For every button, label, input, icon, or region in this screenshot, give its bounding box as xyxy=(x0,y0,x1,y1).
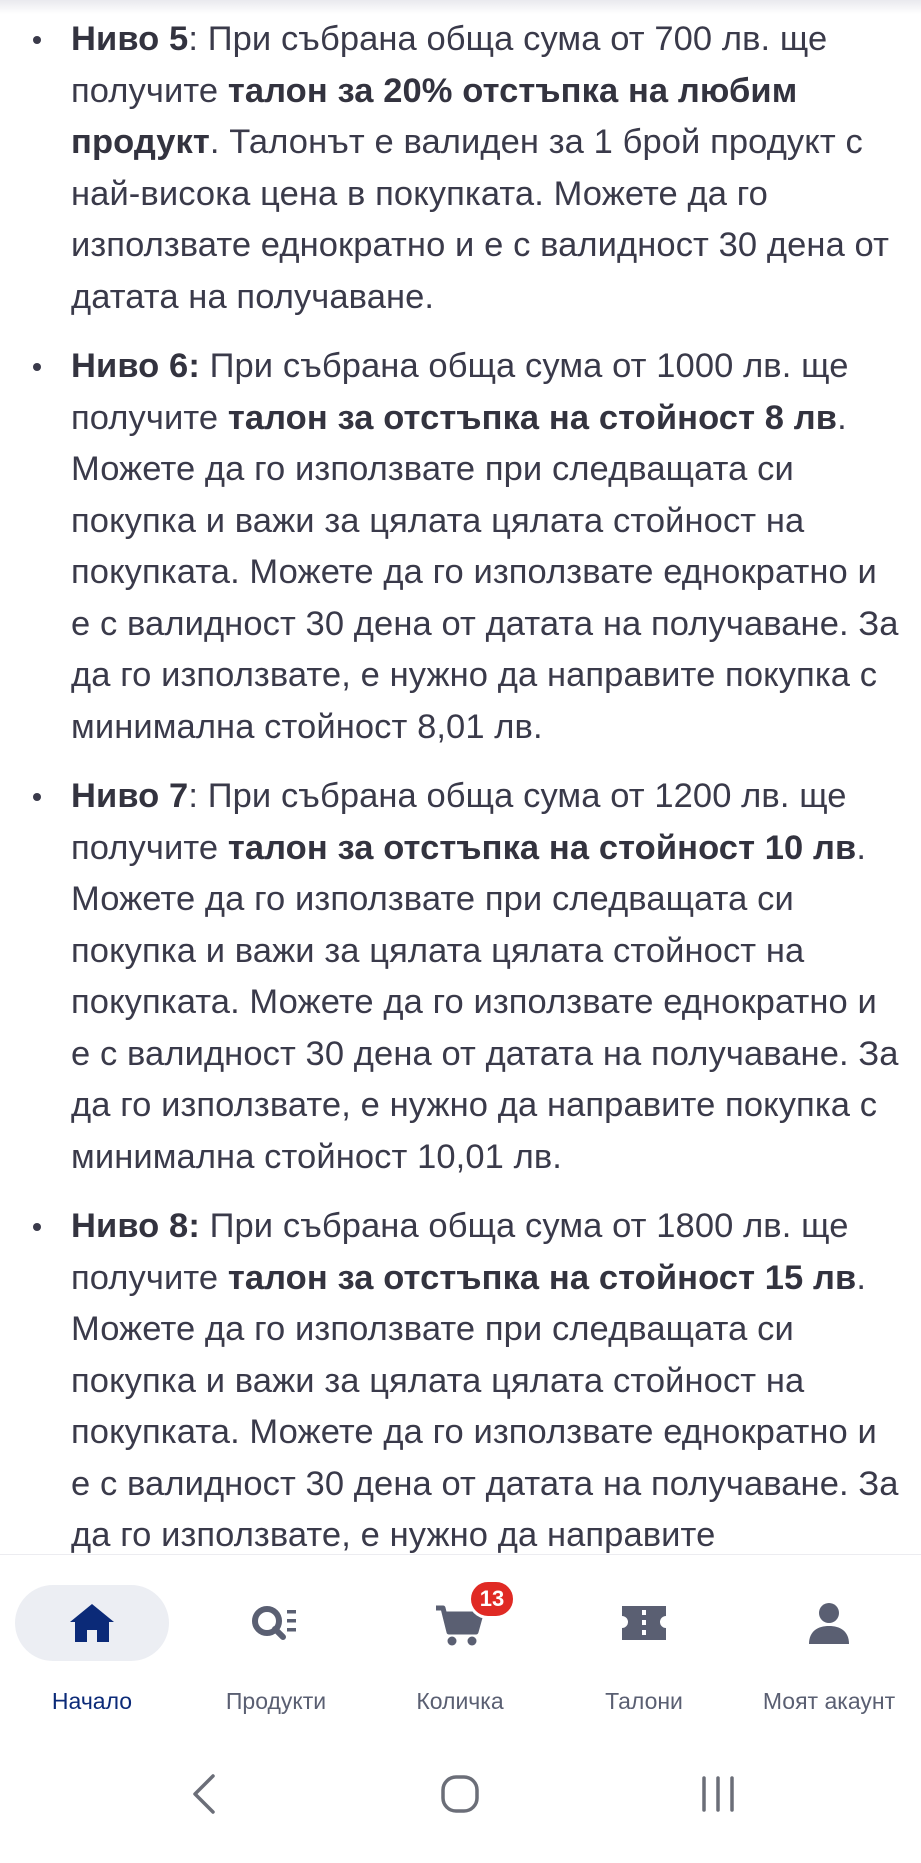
nav-home-label: Начало xyxy=(51,1688,133,1714)
level-label: Ниво 5 xyxy=(71,20,189,58)
bullet-dot xyxy=(33,793,41,801)
level-text-end: . Можете да го използвате при следващата си покупка и важи за цялата цялата стойност на покупката. Можете да го използвате еднократно и е с валидност 30 дена от датата на получаване. За да го използвате, е нужно да направите xyxy=(71,1258,899,1554)
level-item-8 xyxy=(0,1201,921,1554)
bottom-navigation xyxy=(0,1554,921,1725)
bullet-dot xyxy=(33,363,41,371)
level-label: Ниво 8: xyxy=(71,1207,200,1245)
level-text-start: При събрана обща сума от 1000 лв. ще получите xyxy=(71,347,849,437)
nav-coupons[interactable] xyxy=(552,1555,736,1725)
level-separator xyxy=(200,1207,210,1245)
level-separator xyxy=(200,347,210,385)
level-reward: талон за отстъпка на стойност 15 лв xyxy=(227,1258,857,1297)
nav-cart-label: Количка xyxy=(416,1688,504,1714)
system-navigation-bar xyxy=(0,1724,921,1863)
nav-coupons-label: Талони xyxy=(605,1688,683,1714)
level-item-5 xyxy=(0,14,921,323)
bullet-dot xyxy=(33,36,41,44)
nav-cart[interactable] xyxy=(368,1555,552,1725)
level-text-end: . Можете да го използвате при следващата си покупка и важи за цялата цялата стойност на покупката. Можете да го използвате еднократно и е с валидност 30 дена от датата на получаване. За да го използвате, е нужно да направите покупка с минимална стойност 10,01 лв. xyxy=(71,828,899,1176)
level-text-end: . Можете да го използвате при следващата си покупка и важи за цялата цялата стойност на покупката. Можете да го използвате еднократно и е с валидност 30 дена от датата на получаване. За да го използвате, е нужно да направите покупка с минимална стойност 8,01 лв. xyxy=(71,398,899,746)
level-text-start: При събрана обща сума от 700 лв. ще получите xyxy=(71,20,828,110)
level-reward: талон за отстъпка на стойност 10 лв xyxy=(227,828,857,867)
level-separator: : xyxy=(188,777,208,815)
loyalty-levels-content xyxy=(0,14,921,1554)
header-shadow xyxy=(0,0,921,14)
person-icon xyxy=(799,1598,859,1648)
back-icon[interactable] xyxy=(165,1764,245,1824)
nav-account-label: Моят акаунт xyxy=(762,1688,896,1714)
level-separator: : xyxy=(188,20,208,58)
bullet-dot xyxy=(33,1223,41,1231)
nav-home[interactable] xyxy=(0,1555,184,1725)
search-list-icon xyxy=(246,1598,306,1648)
level-item-6 xyxy=(0,341,921,753)
level-label: Ниво 7 xyxy=(71,777,189,815)
recent-apps-icon[interactable] xyxy=(678,1764,758,1824)
nav-account[interactable] xyxy=(737,1555,921,1725)
level-reward: талон за 20% отстъпка на любим продукт xyxy=(71,71,798,161)
cart-count-badge: 13 xyxy=(468,1579,516,1619)
home-icon xyxy=(62,1598,122,1648)
level-label: Ниво 6: xyxy=(71,347,200,385)
nav-products[interactable] xyxy=(184,1555,368,1725)
ticket-icon xyxy=(614,1598,674,1648)
level-text-end: . Талонът е валиден за 1 брой продукт с най-висока цена в покупката. Можете да го използвате еднократно и е с валидност 30 дена от датата на получаване. xyxy=(71,123,889,316)
level-reward: талон за отстъпка на стойност 8 лв xyxy=(227,398,838,437)
levels-list xyxy=(0,14,921,1554)
home-circle-icon[interactable] xyxy=(420,1764,500,1824)
level-text-start: При събрана обща сума от 1200 лв. ще получите xyxy=(71,777,847,867)
nav-products-label: Продукти xyxy=(225,1688,327,1714)
level-item-7 xyxy=(0,771,921,1183)
level-text-start: При събрана обща сума от 1800 лв. ще получите xyxy=(71,1207,849,1297)
